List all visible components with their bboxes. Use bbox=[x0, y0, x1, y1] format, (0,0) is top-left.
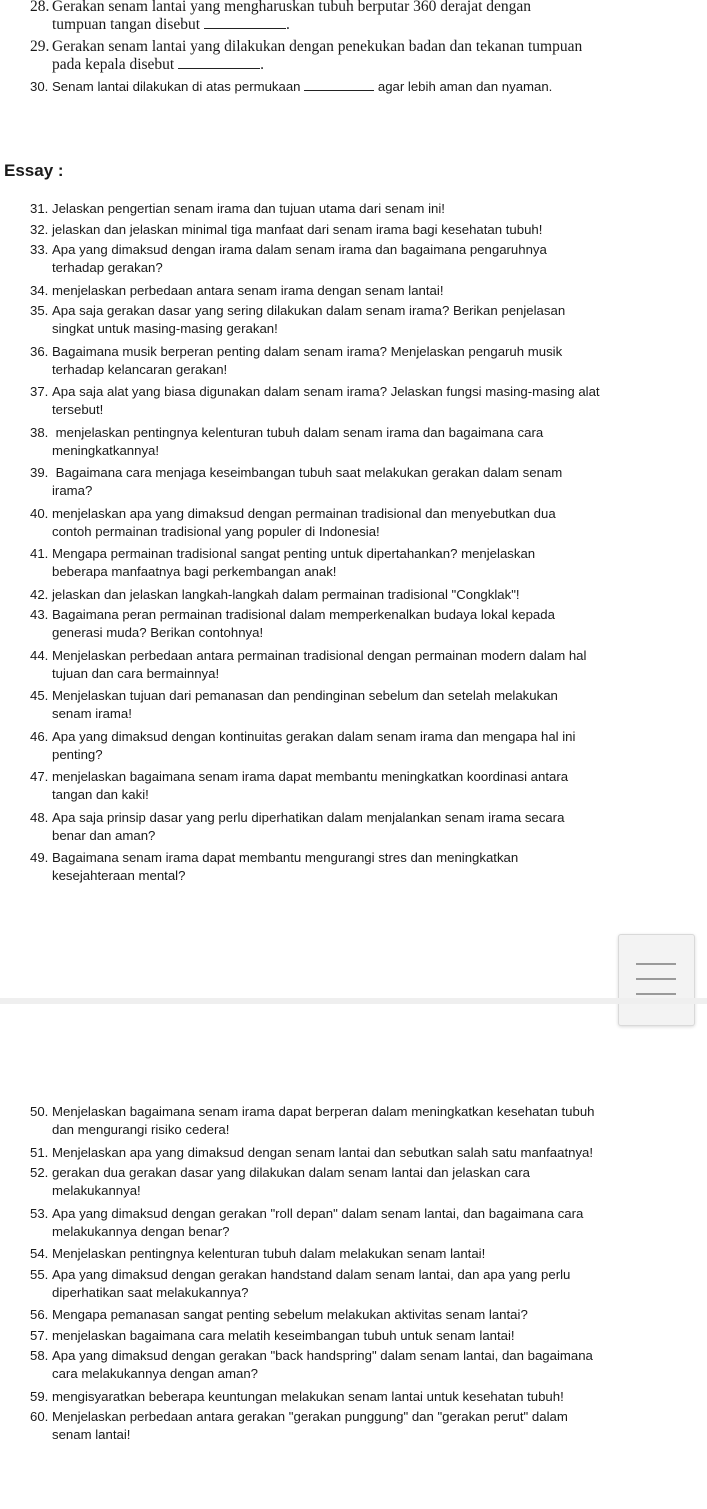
question-number: 44. bbox=[30, 647, 49, 663]
question-text: melakukannya! bbox=[52, 1183, 141, 1198]
question-text: dan mengurangi risiko cedera! bbox=[52, 1122, 230, 1137]
question-28: 28. Gerakan senam lantai yang mengharuskan tubuh berputar 360 derajat dengan tumpuan tangan disebut . bbox=[30, 0, 532, 33]
question-number: 53. bbox=[30, 1205, 49, 1221]
question-number: 43. bbox=[30, 607, 49, 622]
question-text: Apa yang dimaksud dengan irama dalam senam irama dan bagaimana pengaruhnya bbox=[52, 242, 547, 257]
question-number: 35. bbox=[30, 303, 49, 318]
question-number: 57. bbox=[30, 1327, 49, 1343]
question-text: irama? bbox=[52, 483, 93, 498]
essay-question bbox=[30, 606, 690, 642]
question-text: mengisyaratkan beberapa keuntungan melakukan senam lantai untuk kesehatan tubuh! bbox=[52, 1388, 564, 1404]
question-number: 34. bbox=[30, 282, 49, 298]
question-text: Apa yang dimaksud dengan gerakan handstand dalam senam lantai, dan apa yang perlu bbox=[52, 1266, 571, 1282]
question-text: menjelaskan bagaimana senam irama dapat membantu meningkatkan koordinasi antara bbox=[52, 769, 569, 784]
question-text: meningkatkannya! bbox=[52, 442, 160, 458]
question-number: 60. bbox=[30, 1409, 49, 1424]
question-text: Apa yang dimaksud dengan kontinuitas gerakan dalam senam irama dan mengapa hal ini bbox=[52, 728, 576, 744]
question-number: 52. bbox=[30, 1165, 49, 1180]
essay-question bbox=[30, 343, 690, 379]
question-text: gerakan dua gerakan dasar yang dilakukan dalam senam lantai dan jelaskan cara bbox=[52, 1165, 530, 1180]
question-number: 50. bbox=[30, 1104, 49, 1119]
essay-question bbox=[30, 687, 690, 723]
question-text: tersebut! bbox=[52, 402, 104, 417]
question-text: cara melakukannya dengan aman? bbox=[52, 1366, 259, 1381]
essay-question bbox=[30, 768, 690, 804]
question-number: 55. bbox=[30, 1266, 49, 1282]
essay-question bbox=[30, 1266, 690, 1302]
question-text: Jelaskan pengertian senam irama dan tujuan utama dari senam ini! bbox=[52, 201, 445, 216]
essay-question bbox=[30, 424, 690, 460]
essay-question bbox=[30, 464, 690, 500]
essay-heading: Essay : bbox=[4, 161, 64, 180]
question-text: Menjelaskan bagaimana senam irama dapat berperan dalam meningkatkan kesehatan tubuh bbox=[52, 1104, 595, 1119]
question-text: Apa yang dimaksud dengan gerakan "roll depan" dalam senam lantai, dan bagaimana cara bbox=[52, 1205, 584, 1221]
question-text: beberapa manfaatnya bagi perkembangan anak! bbox=[52, 564, 337, 579]
essay-question bbox=[30, 200, 690, 218]
question-text: diperhatikan saat melakukannya? bbox=[52, 1284, 249, 1300]
question-number: 36. bbox=[30, 343, 49, 359]
question-text: Apa saja gerakan dasar yang sering dilakukan dalam senam irama? Berikan penjelasan bbox=[52, 303, 566, 318]
question-29: 29. Gerakan senam lantai yang dilakukan dengan penekukan badan dan tekanan tumpuan pada kepala disebut . bbox=[30, 38, 583, 73]
question-number: 40. bbox=[30, 505, 49, 521]
question-text: Apa yang dimaksud dengan gerakan "back handspring" dalam senam lantai, dan bagaimana bbox=[52, 1348, 593, 1363]
essay-question bbox=[30, 302, 690, 338]
question-text: jelaskan dan jelaskan minimal tiga manfaat dari senam irama bagi kesehatan tubuh! bbox=[52, 221, 543, 237]
answer-blank bbox=[304, 78, 374, 91]
question-text: Mengapa pemanasan sangat penting sebelum melakukan aktivitas senam lantai? bbox=[52, 1307, 528, 1322]
question-text: Bagaimana peran permainan tradisional dalam memperkenalkan budaya lokal kepada bbox=[52, 607, 555, 622]
question-text: Menjelaskan tujuan dari pemanasan dan pendinginan sebelum dan setelah melakukan bbox=[52, 688, 558, 703]
answer-blank bbox=[204, 16, 286, 29]
question-text: Apa saja alat yang biasa digunakan dalam senam irama? Jelaskan fungsi masing-masing alat bbox=[52, 384, 600, 399]
question-number: 31. bbox=[30, 201, 49, 216]
question-text: Bagaimana musik berperan penting dalam senam irama? Menjelaskan pengaruh musik bbox=[52, 343, 563, 359]
question-text: Apa saja prinsip dasar yang perlu diperhatikan dalam menjalankan senam irama secara bbox=[52, 809, 565, 825]
question-text: tangan dan kaki! bbox=[52, 787, 149, 802]
essay-question bbox=[30, 1306, 690, 1324]
question-number: 59. bbox=[30, 1388, 49, 1404]
question-text: contoh permainan tradisional yang populer di Indonesia! bbox=[52, 523, 380, 539]
question-number: 32. bbox=[30, 221, 49, 237]
question-number: 46. bbox=[30, 728, 49, 744]
question-number: 42. bbox=[30, 586, 49, 602]
question-text: senam lantai! bbox=[52, 1427, 131, 1442]
question-text: terhadap gerakan? bbox=[52, 260, 163, 275]
essay-question bbox=[30, 849, 690, 885]
essay-question bbox=[30, 1388, 690, 1406]
question-text: kesejahteraan mental? bbox=[52, 868, 186, 883]
question-text: singkat untuk masing-masing gerakan! bbox=[52, 321, 278, 336]
question-text: menjelaskan bagaimana cara melatih keseimbangan tubuh untuk senam lantai! bbox=[52, 1327, 515, 1343]
answer-blank bbox=[178, 56, 260, 69]
question-text: terhadap kelancaran gerakan! bbox=[52, 361, 228, 377]
question-number: 39. bbox=[30, 465, 49, 480]
question-text: menjelaskan apa yang dimaksud dengan permainan tradisional dan menyebutkan dua bbox=[52, 505, 556, 521]
essay-question bbox=[30, 545, 690, 581]
question-text: Menjelaskan pentingnya kelenturan tubuh dalam melakukan senam lantai! bbox=[52, 1246, 486, 1261]
question-number: 51. bbox=[30, 1144, 49, 1160]
question-number: 58. bbox=[30, 1348, 49, 1363]
question-text: Menjelaskan apa yang dimaksud dengan senam lantai dan sebutkan salah satu manfaatnya! bbox=[52, 1144, 594, 1160]
essay-question bbox=[30, 383, 690, 419]
question-number: 47. bbox=[30, 769, 49, 784]
question-number: 37. bbox=[30, 384, 49, 399]
essay-question bbox=[30, 647, 690, 683]
question-text: tujuan dan cara bermainnya! bbox=[52, 665, 220, 681]
essay-question bbox=[30, 1408, 690, 1444]
essay-question bbox=[30, 809, 690, 845]
essay-question bbox=[30, 1327, 690, 1345]
question-number: 33. bbox=[30, 242, 49, 257]
document-page-2 bbox=[0, 1004, 707, 1509]
essay-question bbox=[30, 1164, 690, 1200]
question-30: 30. Senam lantai dilakukan di atas permukaan agar lebih aman dan nyaman. bbox=[30, 79, 553, 94]
essay-question bbox=[30, 505, 690, 541]
question-text: benar dan aman? bbox=[52, 827, 156, 843]
essay-question bbox=[30, 1103, 690, 1139]
question-text: penting? bbox=[52, 746, 103, 762]
question-text: jelaskan dan jelaskan langkah-langkah dalam permainan tradisional "Congklak"! bbox=[52, 586, 520, 602]
essay-question bbox=[30, 1347, 690, 1383]
essay-question bbox=[30, 241, 690, 277]
question-number: 48. bbox=[30, 809, 49, 825]
question-text: Bagaimana senam irama dapat membantu mengurangi stres dan meningkatkan bbox=[52, 850, 519, 865]
question-text: melakukannya dengan benar? bbox=[52, 1223, 230, 1239]
essay-question bbox=[30, 728, 690, 764]
question-number: 38. bbox=[30, 424, 49, 440]
essay-question bbox=[30, 221, 690, 239]
question-text: menjelaskan pentingnya kelenturan tubuh dalam senam irama dan bagaimana cara bbox=[52, 424, 544, 440]
essay-question bbox=[30, 1144, 690, 1162]
question-text: Menjelaskan perbedaan antara gerakan "gerakan punggung" dan "gerakan perut" dalam bbox=[52, 1409, 568, 1424]
question-number: 45. bbox=[30, 688, 49, 703]
question-text: generasi muda? Berikan contohnya! bbox=[52, 625, 264, 640]
question-number: 41. bbox=[30, 546, 49, 561]
essay-question bbox=[30, 282, 690, 300]
question-text: senam irama! bbox=[52, 706, 132, 721]
essay-question bbox=[30, 586, 690, 604]
question-number: 54. bbox=[30, 1246, 49, 1261]
question-text: Bagaimana cara menjaga keseimbangan tubuh saat melakukan gerakan dalam senam bbox=[52, 465, 563, 480]
essay-question bbox=[30, 1205, 690, 1241]
question-number: 56. bbox=[30, 1307, 49, 1322]
question-text: Menjelaskan perbedaan antara permainan tradisional dengan permainan modern dalam hal bbox=[52, 647, 587, 663]
essay-question bbox=[30, 1245, 690, 1263]
question-text: Mengapa permainan tradisional sangat penting untuk dipertahankan? menjelaskan bbox=[52, 546, 536, 561]
question-text: menjelaskan perbedaan antara senam irama dengan senam lantai! bbox=[52, 282, 444, 298]
question-number: 49. bbox=[30, 850, 49, 865]
